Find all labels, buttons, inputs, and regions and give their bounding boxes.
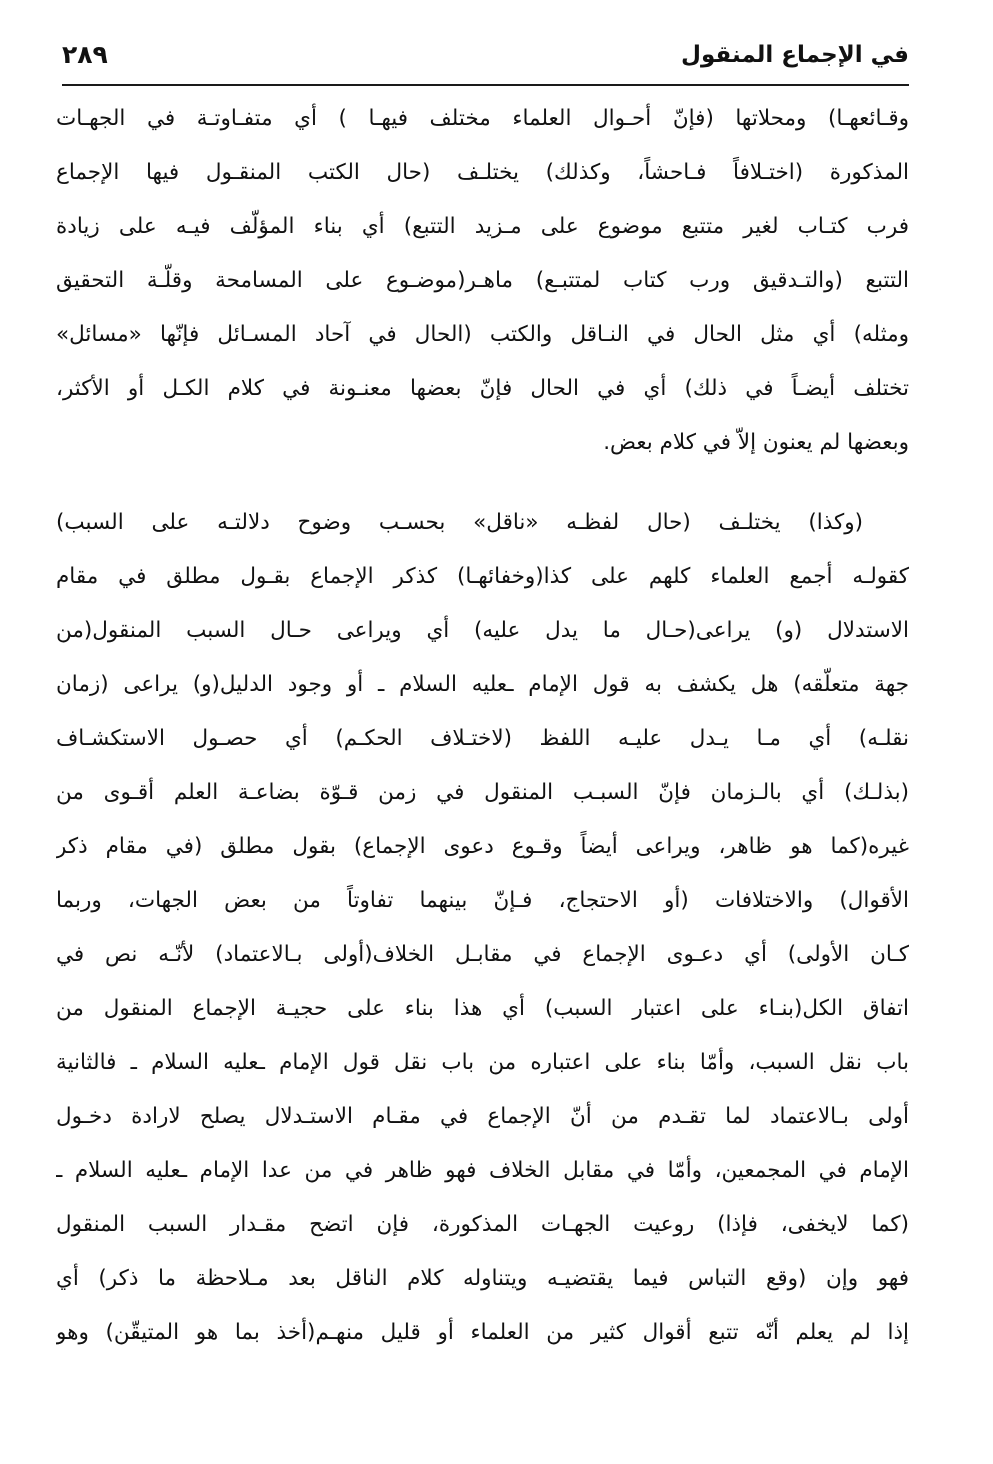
running-title: في الإجماع المنقول	[681, 42, 909, 68]
text-line: التتبع (والتـدقيق ورب كتاب لمتتبـع) ماهـر(موضـوع على المسامحة وقلّـة التحقيق	[56, 268, 909, 293]
page-header	[62, 34, 909, 86]
text-line: وقـائعهـا) ومحلاتها (فإنّ أحـوال العلماء مختلف فيهـا ) أي متفـاوتـة في الجهـات	[56, 106, 909, 131]
text-line: تختلف أيضـاً في ذلك) أي في الحال فإنّ بعضها معنـونة في كلام الكـل أو الأكثر،	[56, 376, 909, 401]
text-line: باب نقل السبب، وأمّا بناء على اعتباره من باب نقل قول الإمام ـعليه السلام ـ فالثانية	[56, 1050, 909, 1075]
paragraph-1	[56, 92, 909, 470]
text-line: كقولـه أجمع العلماء كلهم على كذا(وخفائهـا) كذكر الإجماع بقـول مطلق في مقام	[56, 564, 909, 589]
paragraph-2	[56, 496, 909, 1360]
text-line: الإمام في المجمعين، وأمّا في مقابل الخلاف فهو ظاهر في من عدا الإمام ـعليه السلام ـ	[56, 1158, 909, 1183]
text-line: فهو وإن (وقع التباس فيما يقتضيـه ويتناوله كلام الناقل بعد مـلاحظة ما ذكر) أي	[56, 1266, 909, 1291]
text-line: المذكورة (اختـلافاً فـاحشاً، وكذلك) يختلـف (حال الكتب المنقـول فيها الإجماع	[56, 160, 909, 185]
paragraph-gap	[56, 470, 909, 496]
text-line: نقلـه) أي مـا يـدل عليـه اللفظ (لاختـلاف الحكـم) أي حصـول الاستكشـاف	[56, 726, 909, 751]
body-text	[56, 92, 909, 1360]
text-line: اتفاق الكل(بنـاء على اعتبار السبب) أي هذا بناء على حجيـة الإجماع المنقول من	[56, 996, 909, 1021]
text-line: الأقوال) والاختلافات (أو الاحتجاج، فـإنّ بينهما تفاوتاً من بعض الجهات، وربما	[56, 888, 909, 913]
text-line: كـان الأولى) أي دعـوى الإجماع في مقابـل الخلاف(أولى بـالاعتماد) لأنّـه نص في	[56, 942, 909, 967]
text-line: الاستدلال (و) يراعى(حـال ما يدل عليه) أي ويراعى حـال السبب المنقول(من	[56, 618, 909, 643]
text-line: فرب كتـاب لغير متتبع موضوع على مـزيد التتبع) أي بناء المؤلّف فيـه على زيادة	[56, 214, 909, 239]
text-line: غيره(كما هو ظاهر، ويراعى أيضاً وقـوع دعوى الإجماع) بقول مطلق (في مقام ذكر	[56, 834, 909, 859]
text-line: (وكذا) يختلـف (حال لفظـه «ناقل» بحسـب وضوح دلالتـه على السبب)	[56, 510, 863, 535]
text-line: أولى بـالاعتماد لما تقـدم من أنّ الإجماع في مقـام الاستـدلال يصلح لارادة دخـول	[56, 1104, 909, 1129]
text-line: ومثله) أي مثل الحال في النـاقل والكتب (الحال في آحاد المسـائل فإنّها «مسائل»	[56, 322, 909, 347]
text-line: وبعضها لم يعنون إلاّ في كلام بعض.	[603, 430, 909, 455]
text-line: (بذلـك) أي بالـزمان فإنّ السبـب المنقول في زمن قـوّة بضاعـة العلم أقـوى من	[56, 780, 909, 805]
text-line: (كما لايخفى، فإذا) روعيت الجهـات المذكورة، فإن اتضح مقـدار السبب المنقول	[56, 1212, 909, 1237]
text-line: إذا لم يعلم أنّه تتبع أقوال كثير من العلماء أو قليل منهـم(أخذ بما هو المتيقّن) وهو	[56, 1320, 909, 1345]
text-line: جهة متعلّقه) هل يكشف به قول الإمام ـعليه السلام ـ أو وجود الدليل(و) يراعى (زمان	[56, 672, 909, 697]
page-number: ٢٨٩	[62, 40, 108, 69]
